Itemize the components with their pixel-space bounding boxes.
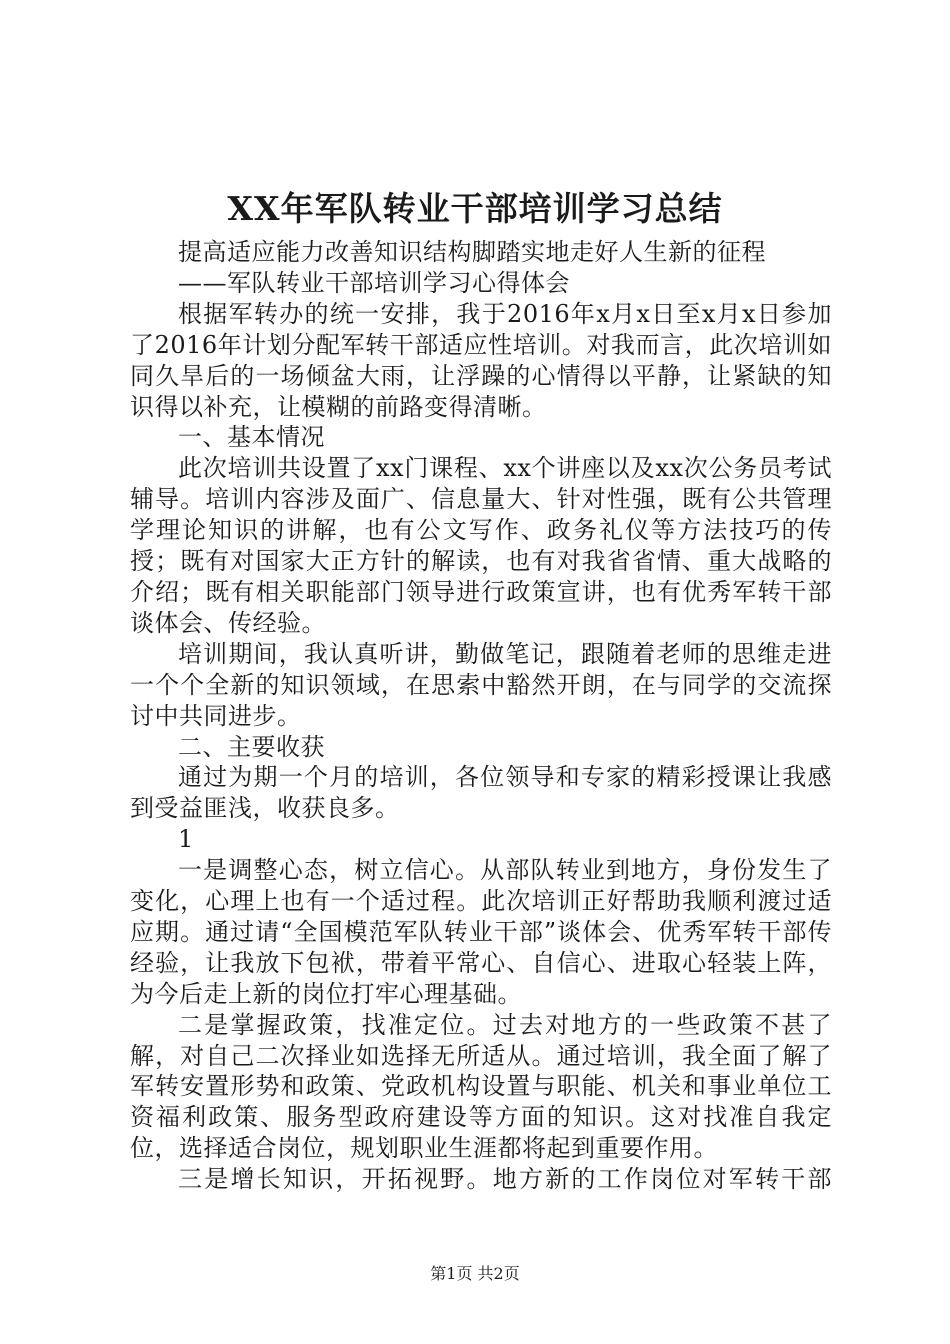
document-body	[130, 237, 832, 1195]
paragraph: 二是掌握政策，找准定位。过去对地方的一些政策不甚了解，对自己二次择业如选择无所适从。通过培训，我全面了解了军转安置形势和政策、党政机构设置与职能、机关和事业单位工资福利政策、服务型政府建设等方面的知识。这对找准自我定位，选择适合岗位，规划职业生涯都将起到重要作用。	[130, 1010, 832, 1163]
subtitle-line: 提高适应能力改善知识结构脚踏实地走好人生新的征程	[178, 238, 766, 266]
section-heading: 一、基本情况	[178, 423, 325, 452]
page-footer: 第1页 共2页	[430, 1264, 520, 1283]
subtitle-line: ——军队转业干部培训学习心得体会	[178, 268, 570, 297]
inline-number: 1	[178, 825, 194, 854]
paragraph: 根据军转办的统一安排，我于2016年x月x日至x月x日参加了2016年计划分配军转干部适应性培训。对我而言，此次培训如同久旱后的一场倾盆大雨，让浮躁的心情得以平静，让紧缺的知识得以补充，让模糊的前路变得清晰。	[130, 299, 832, 421]
paragraph: 培训期间，我认真听讲，勤做笔记，跟随着老师的思维走进一个个全新的知识领域，在思索中豁然开朗，在与同学的交流探讨中共同进步。	[130, 639, 832, 730]
paragraph: 通过为期一个月的培训，各位领导和专家的精彩授课让我感到受益匪浅，收获良多。	[130, 763, 832, 823]
section-heading: 二、主要收获	[178, 732, 325, 761]
document-title: XX年军队转业干部培训学习总结	[227, 189, 723, 228]
paragraph: 此次培训共设置了xx门课程、xx个讲座以及xx次公务员考试辅导。培训内容涉及面广、信息量大、针对性强，既有公共管理学理论知识的讲解，也有公文写作、政务礼仪等方法技巧的传授；既有对国家大正方针的解读，也有对我省省情、重大战略的介绍；既有相关职能部门领导进行政策宣讲，也有优秀军转干部谈体会、传经验。	[130, 454, 832, 637]
paragraph: 三是增长知识，开拓视野。地方新的工作岗位对军转干部	[178, 1165, 832, 1194]
paragraph: 一是调整心态，树立信心。从部队转业到地方，身份发生了变化，心理上也有一个适过程。此次培训正好帮助我顺利渡过适应期。通过请“全国模范军队转业干部”谈体会、优秀军转干部传经验，让我放下包袱，带着平常心、自信心、进取心轻装上阵，为今后走上新的岗位打牢心理基础。	[130, 856, 832, 1008]
